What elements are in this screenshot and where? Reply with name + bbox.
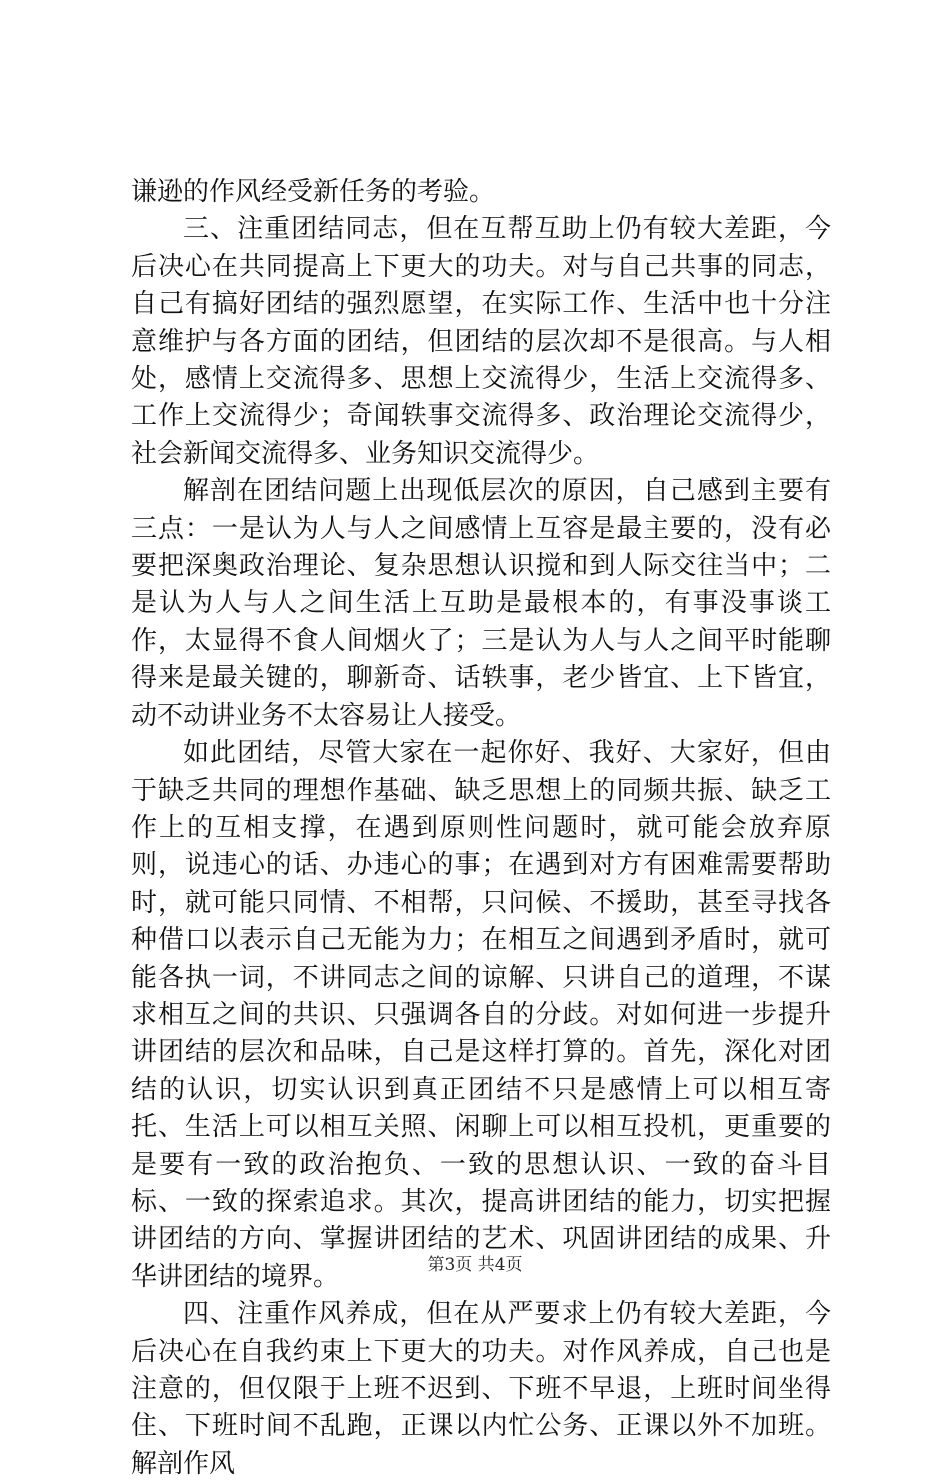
document-body	[131, 174, 831, 1483]
page-number: 第3页 共4页	[427, 1255, 523, 1275]
paragraph-4: 如此团结，尽管大家在一起你好、我好、大家好，但由于缺乏共同的理想作基础、缺乏思想上的同频共振、缺乏工作上的互相支撑，在遇到原则性问题时，就可能会放弃原则，说违心的话、办违心的事；在遇到对方有困难需要帮助时，就可能只同情、不相帮，只问候、不援助，甚至寻找各种借口以表示自己无能为力；在相互之间遇到矛盾时，就可能各执一词，不讲同志之间的谅解、只讲自己的道理，不谋求相互之间的共识、只强调各自的分歧。对如何进一步提升讲团结的层次和品味，自己是这样打算的。首先，深化对团结的认识，切实认识到真正团结不只是感情上可以相互寄托、生活上可以相互关照、闲聊上可以相互投机，更重要的是要有一致的政治抱负、一致的思想认识、一致的奋斗目标、一致的探索追求。其次，提高讲团结的能力，切实把握讲团结的方向、掌握讲团结的艺术、巩固讲团结的成果、升华讲团结的境界。	[131, 738, 831, 1292]
paragraph-3: 解剖在团结问题上出现低层次的原因，自己感到主要有三点：一是认为人与人之间感情上互容是最主要的，没有必要把深奥政治理论、复杂思想认识搅和到人际交往当中；二是认为人与人之间生活上互助是最根本的，有事没事谈工作，太显得不食人间烟火了；三是认为人与人之间平时能聊得来是最关键的，聊新奇、话轶事，老少皆宜、上下皆宜，动不动讲业务不太容易让人接受。	[131, 476, 831, 731]
paragraph-2: 三、注重团结同志，但在互帮互助上仍有较大差距，今后决心在共同提高上下更大的功夫。对与自己共事的同志，自己有搞好团结的强烈愿望，在实际工作、生活中也十分注意维护与各方面的团结，但团结的层次却不是很高。与人相处，感情上交流得多、思想上交流得少，生活上交流得多、工作上交流得少；奇闻轶事交流得多、政治理论交流得少，社会新闻交流得多、业务知识交流得少。	[131, 214, 831, 469]
paragraph-5: 四、注重作风养成，但在从严要求上仍有较大差距，今后决心在自我约束上下更大的功夫。对作风养成，自己也是注意的，但仅限于上班不迟到、下班不早退，上班时间坐得住、下班时间不乱跑，正课以内忙公务、正课以外不加班。解剖作风	[131, 1299, 831, 1479]
paragraph-1: 谦逊的作风经受新任务的考验。	[131, 177, 496, 207]
page-footer	[0, 1250, 950, 1275]
